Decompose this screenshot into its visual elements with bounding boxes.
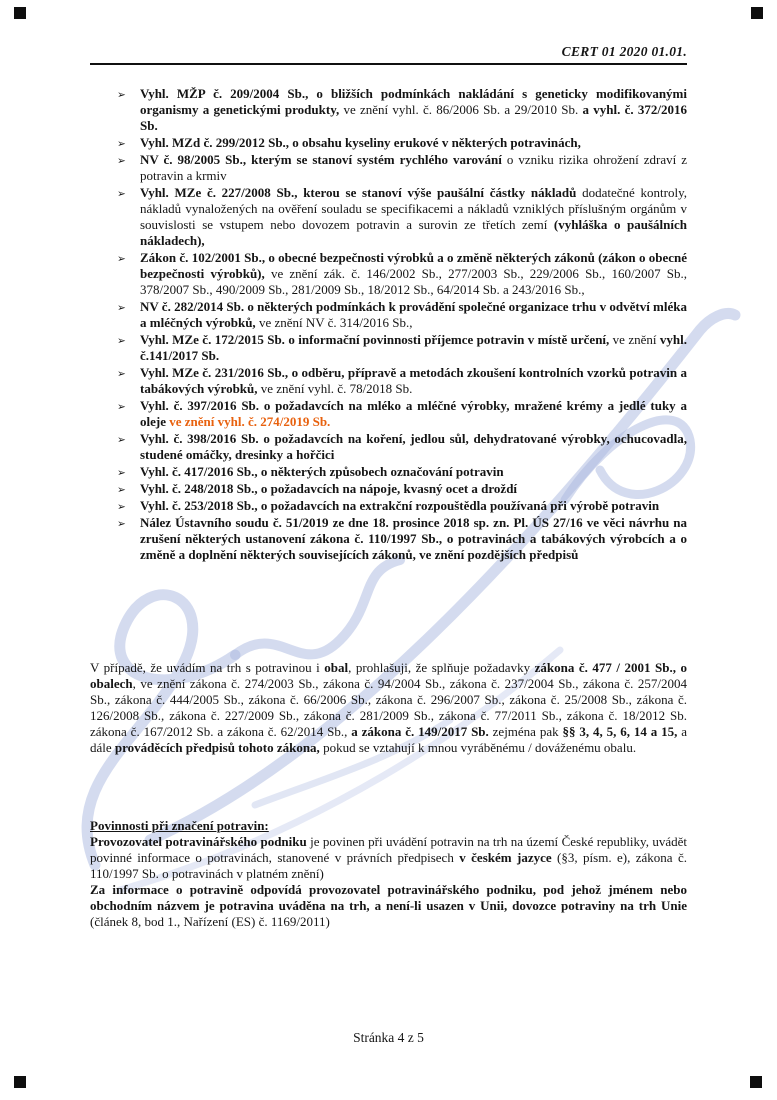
text-segment: NV č. 282/2014 Sb. o některých podmínkách k provádění společné organizace trhu v odvětví mléka a mléčných výrobků,	[140, 299, 687, 330]
document-header	[90, 0, 687, 60]
text-segment: a zákona č. 149/2017 Sb.	[351, 724, 489, 739]
regulation-text	[140, 250, 687, 297]
list-bullet-icon: ➢	[117, 501, 126, 513]
list-bullet-icon: ➢	[117, 401, 126, 413]
labeling-section-heading: Povinnosti při značení potravin:	[90, 818, 269, 833]
regulation-list	[90, 86, 687, 563]
text-segment: zejména pak	[488, 724, 563, 739]
text-segment: ve znění zák. č. 146/2002 Sb., 277/2003 Sb., 229/2006 Sb., 160/2007 Sb., 378/2007 Sb., 490/2009 Sb., 281/2009 Sb., 18/2012 Sb., 64/2014 Sb. a 243/2016 Sb.,	[140, 266, 687, 297]
regulation-text	[140, 481, 517, 496]
text-segment: zákona č. 477 / 2001 Sb., o obalech	[90, 660, 688, 691]
text-segment: obal	[324, 660, 349, 675]
text-segment: Vyhl. č. 253/2018 Sb., o požadavcích na extrakční rozpouštědla používaná při výrobě potravin	[140, 498, 660, 513]
text-segment: dodatečné kontroly, nákladů vynaložených na ověření souladu se specifikacemi a nákladů vzniklých příslušným orgánům v souvislosti se vstupem nebo dovozem potravin a surovin ze třetích zemí	[140, 185, 687, 232]
regulation-item	[90, 86, 687, 134]
registration-mark-bottom-left	[14, 1076, 26, 1088]
text-segment: ve znění vyhl. č. 274/2019 Sb.	[165, 414, 331, 429]
text-segment: (vyhláška o paušálních nákladech),	[140, 217, 687, 248]
regulation-text	[140, 185, 687, 248]
regulation-item	[90, 464, 687, 480]
text-segment: ve znění NV č. 314/2016 Sb.,	[255, 315, 413, 330]
regulation-item	[90, 398, 687, 430]
regulation-text	[140, 498, 659, 513]
regulation-item	[90, 365, 687, 397]
text-segment: o vzniku rizika ohrožení zdraví z potravin a krmiv	[140, 152, 687, 183]
list-bullet-icon: ➢	[117, 368, 126, 380]
regulation-text	[140, 515, 687, 562]
list-bullet-icon: ➢	[117, 484, 126, 496]
text-segment: (§3, písm. e), zákona č. 110/1997 Sb. o potravinách v platném znění)	[90, 850, 687, 881]
text-segment: Zákon č. 102/2001 Sb., o obecné bezpečnosti výrobků a o změně některých zákonů (zákon o obecné bezpečnosti výrobků),	[140, 250, 687, 281]
text-segment: pokud se vztahují k mnou vyráběnému / dováženému obalu.	[319, 740, 637, 755]
text-segment: V případě, že uvádím na trh s potravinou i	[90, 660, 325, 675]
document-body	[90, 0, 687, 930]
regulation-text	[140, 135, 581, 150]
text-segment: Vyhl. MZe č. 231/2016 Sb., o odběru, přípravě a metodách zkoušení kontrolních vzorků potravin a tabákových výrobků,	[140, 365, 687, 396]
list-bullet-icon: ➢	[117, 155, 126, 167]
text-segment: ve znění vyhl. č. 78/2018 Sb.	[257, 381, 413, 396]
registration-mark-top-left	[14, 7, 26, 19]
labeling-paragraph-2	[90, 882, 687, 930]
regulation-text	[140, 332, 687, 363]
text-segment: Vyhl. č. 398/2016 Sb. o požadavcích na koření, jedlou sůl, dehydratované výrobky, ochucovadla, studené omáčky, dresinky a hořčici	[140, 431, 687, 462]
header-rule	[90, 63, 687, 65]
packaging-declaration-paragraph	[90, 660, 687, 756]
regulation-item	[90, 515, 687, 563]
text-segment: vyhl. č.141/2017 Sb.	[140, 332, 687, 363]
regulation-text	[140, 86, 687, 133]
regulation-item	[90, 332, 687, 364]
header-code: CERT 01 2020 01.01.	[561, 44, 687, 59]
regulation-text	[140, 398, 687, 429]
list-bullet-icon: ➢	[117, 467, 126, 479]
text-segment: je povinen při uvádění potravin na trh na území České republiky, uvádět povinné informace o potravinách, stanovené v právních předpisech	[90, 834, 687, 865]
text-segment: v českém jazyce	[459, 850, 552, 865]
text-segment: Vyhl. č. 248/2018 Sb., o požadavcích na nápoje, kvasný ocet a droždí	[140, 481, 518, 496]
text-segment: ve znění vyhl. č. 86/2006 Sb. a 29/2010 Sb.	[339, 102, 583, 117]
text-segment: Za informace o potravině odpovídá provozovatel potravinářského podniku, pod jehož jménem nebo obchodním názvem je potravina uváděna na trh, a není-li usazen v Unii, dovozce potraviny na trh Unie	[90, 882, 687, 913]
text-segment: , ve znění zákona č. 274/2003 Sb., zákona č. 94/2004 Sb., zákona č. 237/2004 Sb., zákona č. 257/2004 Sb., zákona č. 444/2005 Sb., zákona č. 66/2006 Sb., zákona č. 296/2007 Sb., zákona č. 25/2008 Sb., zákona č. 126/2008 Sb., zákona č. 227/2009 Sb., zákona č. 281/2009 Sb., zákona č. 77/2011 Sb., zákona č. 18/2012 Sb. zákona č. 167/2012 Sb. a zákona č. 62/2014 Sb.,	[90, 676, 687, 739]
text-segment: Vyhl. MZd č. 299/2012 Sb., o obsahu kyseliny erukové v některých potravinách,	[140, 135, 581, 150]
regulation-item	[90, 135, 687, 151]
text-segment: Vyhl. MZe č. 172/2015 Sb. o informační povinnosti příjemce potravin v místě určení,	[140, 332, 610, 347]
regulation-text	[140, 464, 504, 479]
regulation-text	[140, 431, 687, 462]
regulation-text	[140, 299, 687, 330]
page-number: Stránka 4 z 5	[353, 1030, 424, 1045]
text-segment: NV č. 98/2005 Sb., kterým se stanoví systém rychlého varování	[140, 152, 502, 167]
text-segment: a vyhl. č. 372/2016 Sb.	[140, 102, 687, 133]
text-segment: Vyhl. MŽP č. 209/2004 Sb., o bližších podmínkách nakládání s geneticky modifikovanými organismy a genetickými produkty,	[140, 86, 687, 117]
text-segment: a dále	[90, 724, 687, 755]
text-segment: , prohlašuji, že splňuje požadavky	[348, 660, 535, 675]
regulation-text	[140, 152, 687, 183]
registration-mark-bottom-right	[750, 1076, 762, 1088]
text-segment: Vyhl. č. 417/2016 Sb., o některých způsobech označování potravin	[140, 464, 504, 479]
list-bullet-icon: ➢	[117, 335, 126, 347]
list-bullet-icon: ➢	[117, 302, 126, 314]
text-segment: Vyhl. MZe č. 227/2008 Sb., kterou se stanoví výše paušální částky nákladů	[140, 185, 577, 200]
labeling-paragraph-1	[90, 834, 687, 882]
page-footer	[0, 1030, 777, 1046]
text-segment: Vyhl. č. 397/2016 Sb. o požadavcích na mléko a mléčné výrobky, mražené krémy a jedlé tuky a oleje	[140, 398, 687, 429]
list-bullet-icon: ➢	[117, 518, 126, 530]
regulation-item	[90, 152, 687, 184]
regulation-item	[90, 299, 687, 331]
list-bullet-icon: ➢	[117, 138, 126, 150]
text-segment: §§ 3, 4, 5, 6, 14 a 15,	[562, 724, 678, 739]
regulation-item	[90, 498, 687, 514]
regulation-item	[90, 481, 687, 497]
text-segment: Nález Ústavního soudu č. 51/2019 ze dne 18. prosince 2018 sp. zn. Pl. ÚS 27/16 ve věci návrhu na zrušení některých ustanovení zákona č. 110/1997 Sb., o potravinách a tabákových výrobcích a o změně a doplnění některých souvisejících zákonů, ve znění pozdějších předpisů	[140, 515, 687, 562]
text-segment: (článek 8, bod 1., Nařízení (ES) č. 1169/2011)	[90, 914, 330, 929]
list-bullet-icon: ➢	[117, 188, 126, 200]
list-bullet-icon: ➢	[117, 434, 126, 446]
text-segment: ve znění	[609, 332, 660, 347]
regulation-item	[90, 431, 687, 463]
text-segment: Provozovatel potravinářského podniku	[90, 834, 307, 849]
registration-mark-top-right	[751, 7, 763, 19]
regulation-text	[140, 365, 687, 396]
list-bullet-icon: ➢	[117, 89, 126, 101]
list-bullet-icon: ➢	[117, 253, 126, 265]
regulation-item	[90, 185, 687, 249]
regulation-item	[90, 250, 687, 298]
text-segment: prováděcích předpisů tohoto zákona,	[114, 740, 320, 755]
